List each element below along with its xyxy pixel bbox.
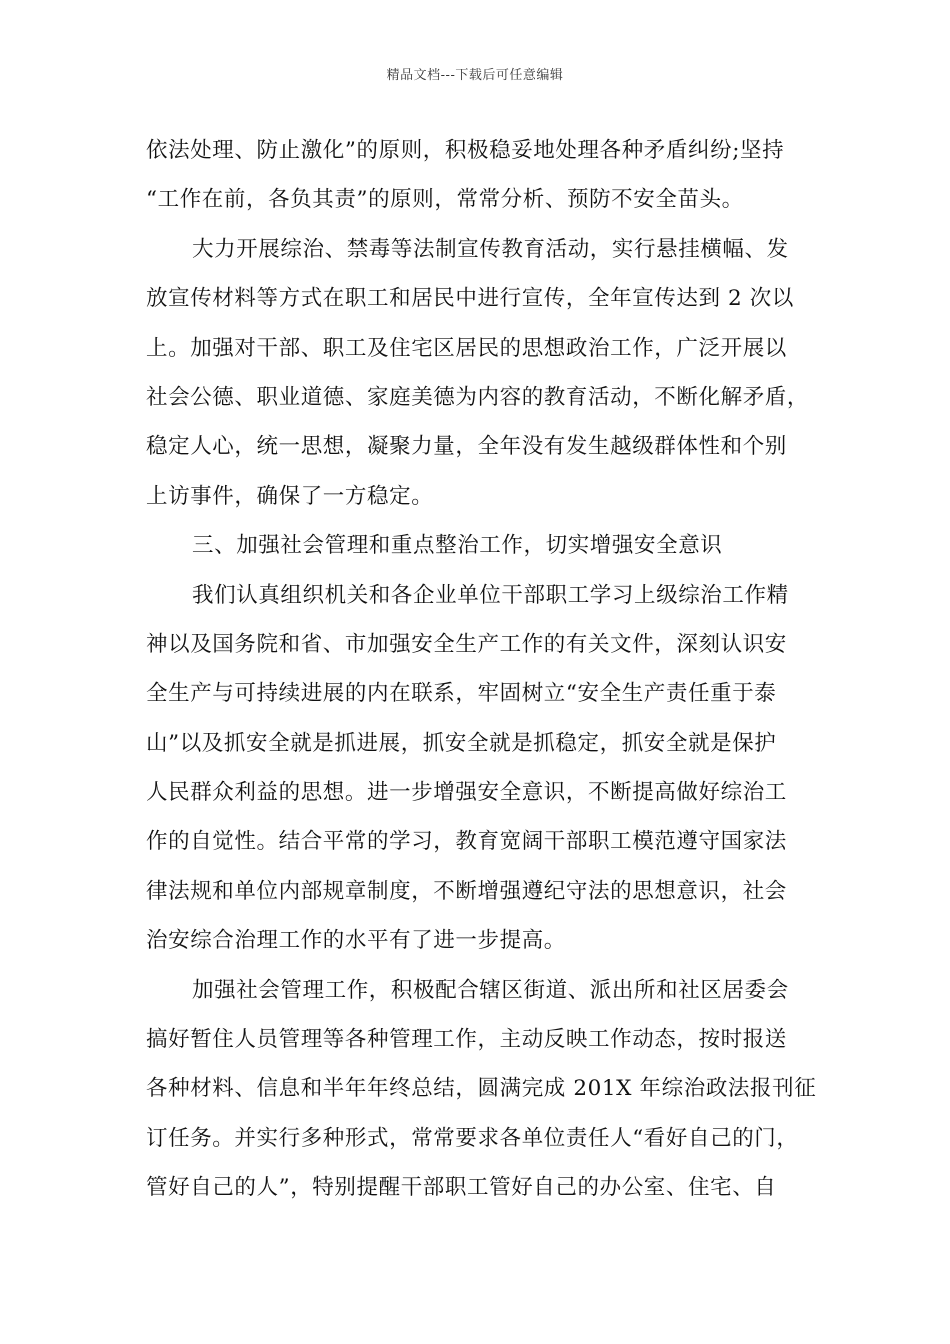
text-line: 三、加强社会管理和重点整治工作，切实增强安全意识 (192, 533, 723, 559)
text-line: 依法处理、防止激化”的原则，积极稳妥地处理各种矛盾纠纷;坚持 (146, 138, 785, 163)
text-line: 我们认真组织机关和各企业单位干部职工学习上级综治工作精 (192, 582, 789, 608)
text-line: 管好自己的人”，特别提醒干部职工管好自己的办公室、住宅、自 (146, 1175, 777, 1201)
text-line: 搞好暂住人员管理等各种管理工作，主动反映工作动态，按时报送 (146, 1027, 787, 1053)
text-line: 订任务。并实行多种形式，常常要求各单位责任人“看好自己的门， (146, 1125, 799, 1151)
text-line: 治安综合治理工作的水平有了进一步提高。 (146, 928, 566, 954)
text-line: 律法规和单位内部规章制度，不断增强遵纪守法的思想意识，社会 (146, 878, 787, 904)
text-line: 稳定人心，统一思想，凝聚力量，全年没有发生越级群体性和个别 (146, 434, 787, 460)
text-line: 上。加强对干部、职工及住宅区居民的思想政治工作，广泛开展以 (146, 335, 787, 361)
text-line: 山”以及抓安全就是抓进展，抓安全就是抓稳定，抓安全就是保护 (146, 730, 777, 756)
text-line: 社会公德、职业道德、家庭美德为内容的教育活动，不断化解矛盾， (146, 384, 810, 410)
text-line: 大力开展综治、禁毒等法制宣传教育活动，实行悬挂横幅、发 (192, 236, 789, 262)
text-line: 加强社会管理工作，积极配合辖区街道、派出所和社区居委会 (192, 977, 789, 1003)
text-line: 放宣传材料等方式在职工和居民中进行宣传，全年宣传达到 2 次以 (146, 286, 794, 312)
text-line: 神以及国务院和省、市加强安全生产工作的有关文件，深刻认识安 (146, 631, 787, 657)
text-line: 上访事件，确保了一方稳定。 (146, 483, 434, 509)
text-line: 全生产与可持续进展的内在联系，牢固树立“安全生产责任重于泰 (146, 681, 777, 707)
page-header: 精品文档---下载后可任意编辑 (386, 68, 564, 83)
text-line: “工作在前，各负其责”的原则，常常分析、预防不安全苗头。 (146, 187, 744, 213)
text-line: 各种材料、信息和半年年终总结，圆满完成 201X 年综治政法报刊征 (146, 1076, 817, 1102)
document-body (146, 126, 836, 1213)
text-line: 人民群众利益的思想。进一步增强安全意识，不断提高做好综治工 (146, 780, 787, 806)
text-line: 作的自觉性。结合平常的学习，教育宽阔干部职工模范遵守国家法 (146, 829, 787, 855)
